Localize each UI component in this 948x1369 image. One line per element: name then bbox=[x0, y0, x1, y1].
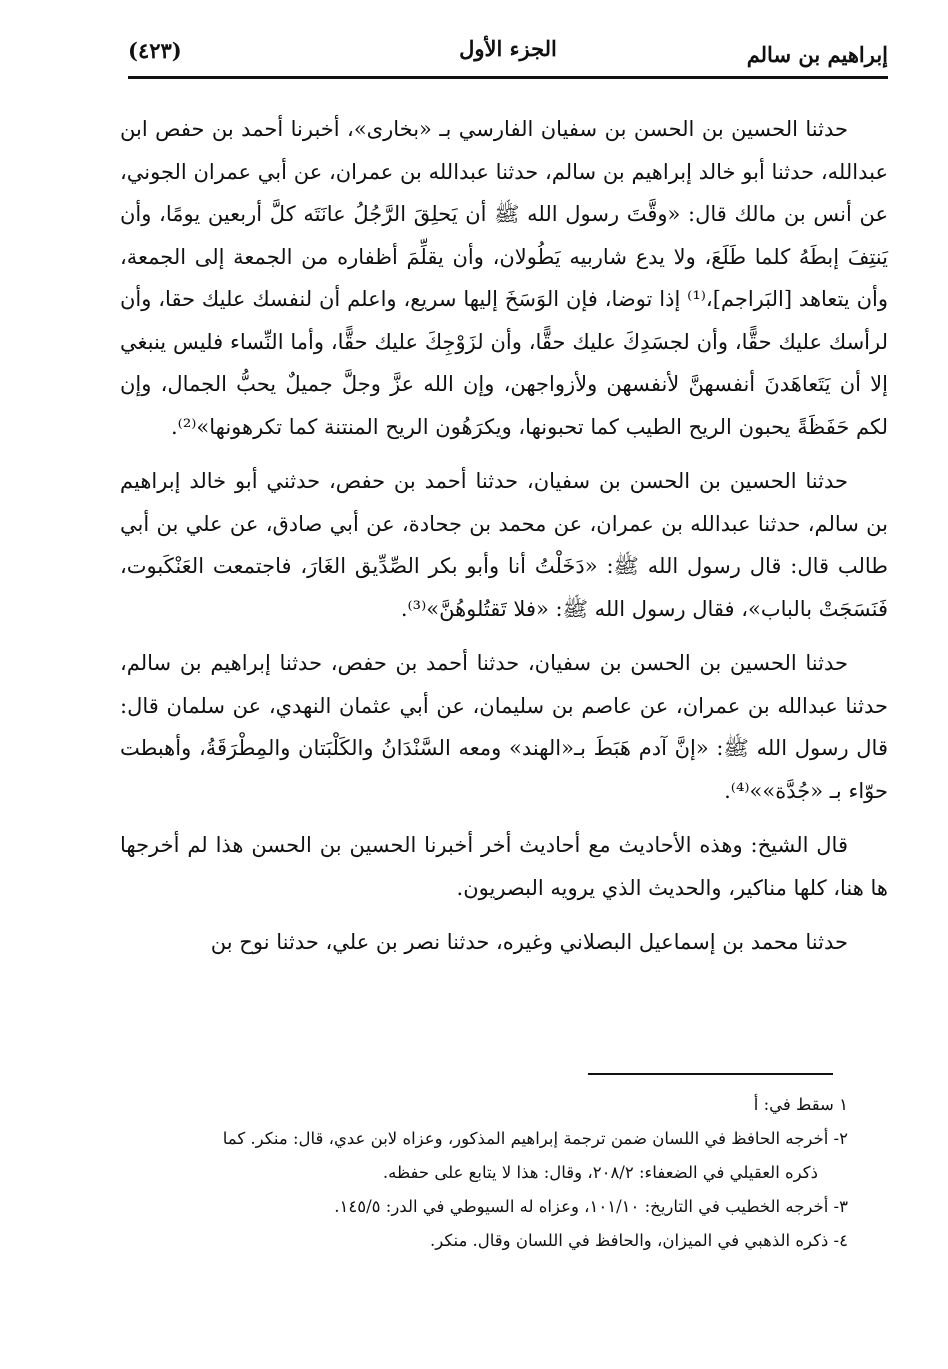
footnote-4: ٤- ذكره الذهبي في الميزان، والحافظ في اللسان وقال. منكر. bbox=[430, 1231, 848, 1250]
header-divider bbox=[128, 76, 888, 79]
paragraph-5: حدثنا محمد بن إسماعيل البصلاني وغيره، حدثنا نصر بن علي، حدثنا نوح بن bbox=[210, 930, 848, 954]
paragraph-1: حدثنا الحسين بن الحسن بن سفيان الفارسي بـ «بخارى»، أخبرنا أحمد بن حفص ابن عبدالله، حدثنا أبو خالد إبراهيم بن سالم، حدثنا عبدالله بن عمران، عن أبي عمران الجوني، عن أنس بن مالك قال: «وقَّتَ رسول الله ﷺ أن يَحلِقَ الرَّجُلُ عانَتَه كلَّ أربعين يومًا، وأن يَنتِفَ إبطَهُ كلما طَلَعَ، ولا يدع شاربيه يَطُولان، وأن يقلِّمَ أظفاره من الجمعة إلى الجمعة، وأن يتعاهد [البَراجم]،⁽¹⁾ إذا توضا، فإن الوَسَخَ إليها سريع، واعلم أن لنفسك عليك حقا، وأن لرأسك عليك حقًّا، وأن لجسَدِكَ عليك حقًّا، وأن لزَوْجِكَ عليك حقًّا، وأما النِّساء فليس ينبغي إلا أن يَتَعاهَدنَ أنفسهنَّ لأنفسهن ولأزواجهن، وإن الله عزَّ وجلَّ جميلٌ يحبُّ الجمال، وإن لكم حَفَظَةً يحبون الريح الطيب كما تحبونها، ويكرَهُون الريح المنتنة كما تكرهونها»⁽²⁾. bbox=[120, 117, 889, 439]
footnote-divider bbox=[588, 1073, 833, 1075]
header-author-title: إبراهيم بن سالم bbox=[746, 42, 888, 67]
header-volume-title: الجزء الأول bbox=[459, 36, 557, 61]
footnote-3: ٣- أخرجه الخطيب في التاريخ: ١٠١/١٠، وعزاه له السيوطي في الدر: ١٤٥/٥. bbox=[334, 1197, 848, 1216]
paragraph-2: حدثنا الحسين بن الحسن بن سفيان، حدثنا أحمد بن حفص، حدثني أبو خالد إبراهيم بن سالم، حدثنا عبدالله بن عمران، عن محمد بن جحادة، عن أبي صادق، عن علي بن أبي طالب قال: قال رسول الله ﷺ: «دَخَلْتُ أنا وأبو بكر الصِّدِّيق الغَارَ، فاجتمعت العَنْكَبوت، فَنَسَجَتْ بالباب»، فقال رسول الله ﷺ: «فلا تَقتُلوهُنَّ»⁽³⁾. bbox=[120, 469, 888, 621]
page-header bbox=[128, 32, 888, 72]
paragraph-3: حدثنا الحسين بن الحسن بن سفيان، حدثنا أحمد بن حفص، حدثنا إبراهيم بن سالم، حدثنا عبدالله بن عمران، عن عاصم بن سليمان، عن أبي عثمان النهدي، عن سلمان قال: قال رسول الله ﷺ: «إنَّ آدم هَبَطَ بـ«الهند» ومعه السَّنْدَانُ والكَلْبَتان والمِطْرَقَةُ، وأهبطت حوّاء بـ «جُدَّة»»⁽⁴⁾. bbox=[120, 651, 888, 803]
main-text bbox=[120, 108, 888, 976]
footnote-1: ١ سقط في: أ bbox=[753, 1095, 848, 1114]
footnotes bbox=[120, 1088, 888, 1258]
page-number: (٤٢٣) bbox=[128, 38, 182, 63]
footnote-2-continued: ذكره العقيلي في الضعفاء: ٢٠٨/٢، وقال: هذا لا يتابع على حفظه. bbox=[382, 1163, 818, 1182]
paragraph-4: قال الشيخ: وهذه الأحاديث مع أحاديث أخر أخبرنا الحسين بن الحسن هذا لم أخرجها ها هنا، كلها مناكير، والحديث الذي يرويه البصريون. bbox=[120, 833, 888, 900]
footnote-2: ٢- أخرجه الحافظ في اللسان ضمن ترجمة إبراهيم المذكور، وعزاه لابن عدي، قال: منكر. كما bbox=[222, 1129, 848, 1148]
